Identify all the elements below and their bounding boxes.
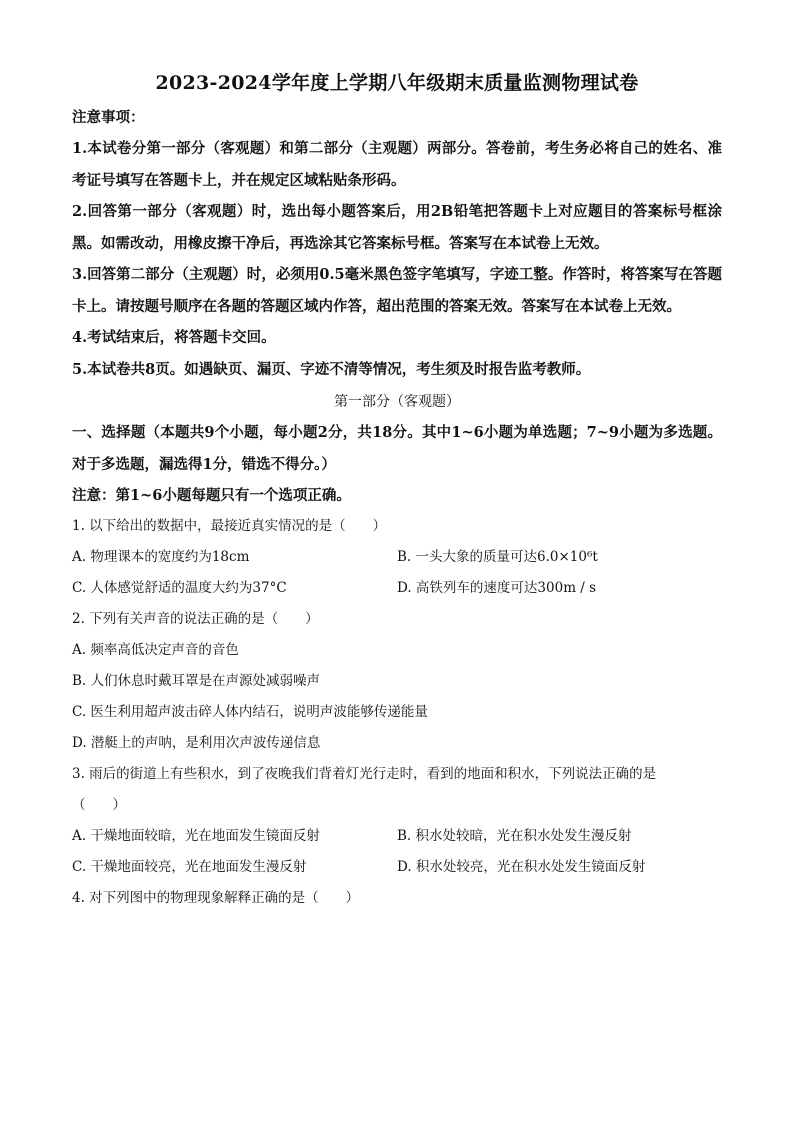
question-stem: 4. 对下列图中的物理现象解释正确的是（ ） [72, 890, 360, 906]
question-2 [72, 604, 722, 759]
option-row [72, 821, 722, 852]
option-b: B. 积水处较暗，光在积水处发生漫反射 [397, 828, 632, 844]
notice-item-3: 3.回答第二部分（主观题）时，必须用0.5毫米黑色签字笔填写，字迹工整。作答时，将答案写在答题卡上。请按题号顺序在各题的答题区域内作答，超出范围的答案无效。答案写在本试卷上无效。 [72, 266, 722, 315]
notice-item-1: 1.本试卷分第一部分（客观题）和第二部分（主观题）两部分。答卷前，考生务必将自己的姓名、准考证号填写在答题卡上，并在规定区域粘贴条形码。 [72, 140, 722, 189]
question-1 [72, 511, 722, 604]
notice-heading: 注意事项： [72, 109, 145, 126]
option-b: B. 一头大象的质量可达6.0×10⁶t [397, 549, 598, 565]
section-title: 第一部分（客观题） [334, 394, 460, 410]
section-note: 注意：第1~6小题每题只有一个选项正确。 [72, 487, 351, 504]
option-d: D. 积水处较亮，光在积水处发生镜面反射 [397, 859, 646, 875]
option-d: D. 潜艇上的声呐，是利用次声波传递信息 [72, 735, 321, 751]
question-stem-continuation: （ ） [72, 797, 126, 813]
option-a: A. 干燥地面较暗，光在地面发生镜面反射 [72, 828, 320, 844]
option-row [72, 542, 722, 573]
option-c: C. 干燥地面较亮，光在地面发生漫反射 [72, 859, 307, 875]
option-a: A. 频率高低决定声音的音色 [72, 642, 239, 658]
exam-title: 2023-2024学年度上学期八年级期末质量监测物理试卷 [155, 72, 639, 94]
question-3 [72, 759, 722, 883]
option-a: A. 物理课本的宽度约为18cm [72, 549, 250, 565]
notice-item-5: 5.本试卷共8页。如遇缺页、漏页、字迹不清等情况，考生须及时报告监考教师。 [72, 360, 591, 378]
question-stem: 3. 雨后的街道上有些积水，到了夜晚我们背着灯光行走时，看到的地面和积水，下列说法正确的是 [72, 766, 657, 782]
question-stem: 1. 以下给出的数据中，最接近真实情况的是（ ） [72, 518, 387, 534]
option-row [72, 852, 722, 883]
section-instruction: 一、选择题（本题共9个小题，每小题2分，共18分。其中1~6小题为单选题；7~9小题为多选题。对于多选题，漏选得1分，错选不得分。） [72, 424, 722, 473]
option-c: C. 人体感觉舒适的温度大约为37°C [72, 580, 287, 596]
question-stem: 2. 下列有关声音的说法正确的是（ ） [72, 611, 319, 627]
question-4 [72, 883, 722, 914]
option-c: C. 医生利用超声波击碎人体内结石，说明声波能够传递能量 [72, 704, 428, 720]
notice-item-4: 4.考试结束后，将答题卡交回。 [72, 329, 276, 346]
notice-item-2: 2.回答第一部分（客观题）时，选出每小题答案后，用2B铅笔把答题卡上对应题目的答案标号框涂黑。如需改动，用橡皮擦干净后，再选涂其它答案标号框。答案写在本试卷上无效。 [72, 203, 722, 252]
option-d: D. 高铁列车的速度可达300m / s [397, 580, 597, 596]
option-row [72, 573, 722, 604]
exam-page [72, 66, 722, 914]
option-b: B. 人们休息时戴耳罩是在声源处减弱噪声 [72, 673, 321, 689]
notice-block [72, 102, 722, 385]
